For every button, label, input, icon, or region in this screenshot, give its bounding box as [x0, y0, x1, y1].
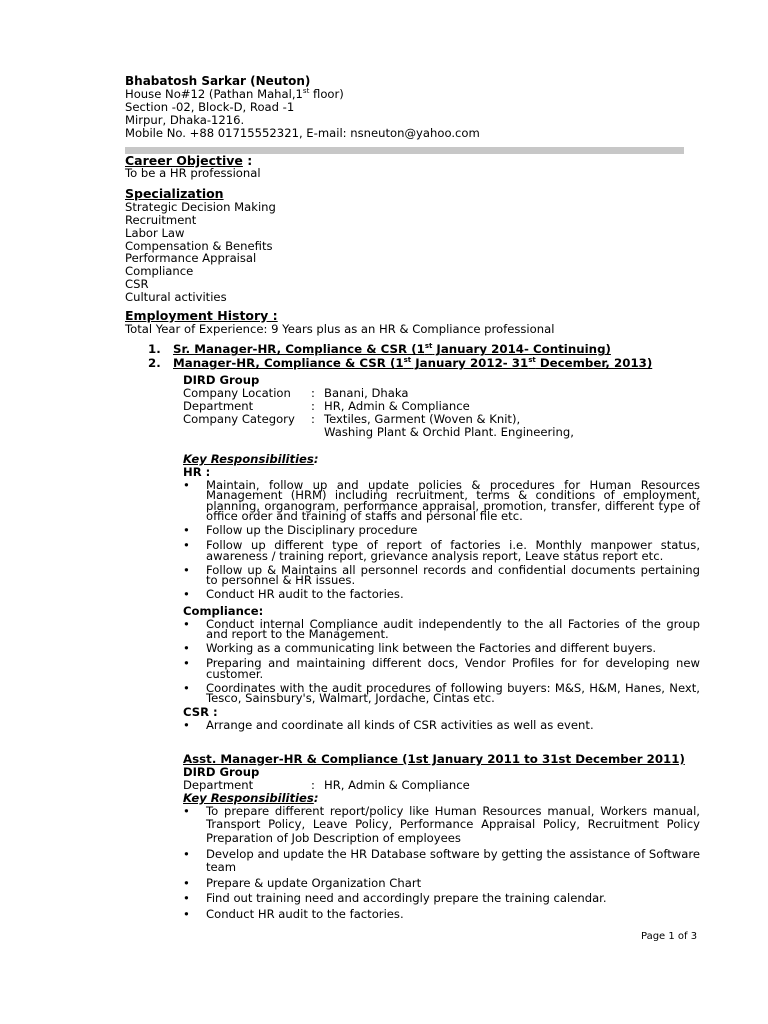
list-item: • Follow up different type of report of factories i.e. Monthly manpower status, awareness / training report, grievance analysis report, Leave status report etc. [183, 538, 700, 563]
list-item: Recruitment [125, 213, 197, 228]
list-item: • Develop and update the HR Database software by getting the assistance of Software team [183, 846, 700, 875]
list-item: • To prepare different report/policy like Human Resources manual, Workers manual, Transport Policy, Leave Policy, Performance Appraisal Policy, Recruitment Policy Preparation of Job Description of employees [183, 803, 700, 845]
list-item: Strategic Decision Making [125, 200, 276, 215]
experience-total: Total Year of Experience: 9 Years plus as an HR & Compliance professional [125, 321, 555, 336]
list-item: • Follow up & Maintains all personnel records and confidential documents pertaining to personnel & HR issues. [183, 562, 700, 588]
company-block: DIRD Group Company Location : Banani, Dhaka Department : HR, Admin & Compliance Company Category : Textiles, Garment (Woven & Knit), Washing Plant & Orchid Plant. Engineering, Key Responsibilities: HR : • Maintain, follow up and update policies & procedures for Human Resources Management (HRM) including recruitment, terms & conditions of employment, planning, organogram, performance appraisal, promotion, transfer, different type of office order and training of staffs and personal file etc. • Follow up the Disciplinary procedure • Follow up different type of report of factories i.e. Monthly manpower status, awareness / training report, grievance analysis report, Leave status report etc. • Follow up & Maintains all personnel records and confidential documents pertaining to personnel & HR issues. • Conduct HR audit to the factories. Compliance: • Conduct internal Compliance audit independently to the all Factories of the group and report to the Management. • Working as a communicating link between the Factories and different buyers. • Preparing and maintaining different docs, Vendor Profiles for for developing new customer. • Coordinates with the audit procedures of following buyers: M&S, H&M, Hanes, Next, Tesco, Sainsbury's, Walmart, Jordache, Cintas etc. CSR : • Arrange and coordinate all kinds of CSR activities as well as event. [183, 373, 700, 732]
detail-row: Department : HR, Admin & Compliance [183, 777, 470, 792]
position-item: 2. Manager-HR, Compliance & CSR (1st January 2012- 31st December, 2013) [148, 356, 653, 371]
specialization-section [125, 188, 700, 303]
career-objective-text: To be a HR professional [125, 166, 261, 181]
asst-responsibility-list [183, 805, 700, 921]
contact-line: Mobile No. +88 01715552321, E-mail: nsneuton@yahoo.com [125, 125, 480, 140]
hr-subhead: HR : [183, 464, 211, 479]
list-item: • Arrange and coordinate all kinds of CSR activities as well as event. [183, 718, 594, 732]
detail-row: Company Location : Banani, Dhaka [183, 386, 409, 401]
career-objective-title: Career Objective [125, 152, 243, 168]
specialization-list [125, 201, 700, 303]
list-item: Performance Appraisal [125, 251, 257, 266]
list-item: Compliance [125, 264, 194, 279]
list-item: • Conduct HR audit to the factories. [183, 906, 404, 921]
page-number: Page 1 of 3 [641, 931, 698, 942]
list-item: • Conduct HR audit to the factories. [183, 586, 404, 601]
list-item: CSR [125, 277, 149, 292]
company-name: DIRD Group [183, 373, 260, 388]
employment-section [125, 307, 700, 732]
list-item: • Coordinates with the audit procedures of following buyers: M&S, H&M, Hanes, Next, Tesco, Sainsbury's, Walmart, Jordache, Cintas etc. [183, 680, 700, 706]
key-responsibilities-title: Key Responsibilities [183, 451, 314, 466]
list-item: • Working as a communicating link between the Factories and different buyers. [183, 641, 657, 656]
csr-responsibility-list [183, 719, 700, 732]
contact-block [125, 75, 700, 140]
list-item: • Conduct internal Compliance audit independently to the all Factories of the group and report to the Management. [183, 616, 700, 642]
resume-page [125, 75, 700, 923]
list-item: Compensation & Benefits [125, 238, 273, 253]
company-name: DIRD Group [183, 764, 260, 779]
asst-manager-section: Asst. Manager-HR & Compliance (1st January 2011 to 31st December 2011) DIRD Group Department : HR, Admin & Compliance Key Responsibilities: • To prepare different report/policy like Human Resources manual, Workers manual, Transport Policy, Leave Policy, Performance Appraisal Policy, Recruitment Policy Preparation of Job Description of employees • Develop and update the HR Database software by getting the assistance of Software team • Prepare & update Organization Chart • Find out training need and accordingly prepare the training calendar. • Conduct HR audit to the factories. [183, 751, 700, 921]
key-responsibilities-title: Key Responsibilities [183, 790, 314, 805]
position-list [148, 343, 700, 370]
compliance-responsibility-list [183, 618, 700, 704]
career-objective-section: Career Objective : To be a HR professional [125, 155, 700, 181]
address-line-3: Mirpur, Dhaka-1216. [125, 112, 245, 127]
detail-row: Washing Plant & Orchid Plant. Engineering, [324, 425, 574, 440]
list-item: • Follow up the Disciplinary procedure [183, 522, 418, 537]
list-item: • Maintain, follow up and update policies & procedures for Human Resources Management (HRM) including recruitment, terms & conditions of employment, planning, organogram, performance appraisal, promotion, transfer, different type of office order and training of staffs and personal file etc. [183, 477, 700, 523]
address-line-1: House No#12 (Pathan Mahal,1st floor) [125, 86, 344, 101]
list-item: Labor Law [125, 225, 185, 240]
hr-responsibility-list [183, 479, 700, 601]
detail-row: Department : HR, Admin & Compliance [183, 399, 470, 414]
csr-subhead: CSR : [183, 705, 218, 720]
list-item: • Preparing and maintaining different docs, Vendor Profiles for for developing new customer. [183, 656, 700, 681]
compliance-subhead: Compliance: [183, 603, 264, 618]
list-item: • Find out training need and accordingly prepare the training calendar. [183, 891, 607, 906]
list-item: Cultural activities [125, 289, 227, 304]
specialization-title: Specialization [125, 186, 224, 202]
candidate-name: Bhabatosh Sarkar (Neuton) [125, 74, 311, 88]
address-line-2: Section -02, Block-D, Road -1 [125, 99, 295, 114]
detail-row: Company Category : Textiles, Garment (Woven & Knit), [183, 412, 521, 427]
asst-manager-title: Asst. Manager-HR & Compliance (1st January 2011 to 31st December 2011) [183, 751, 685, 766]
list-item: • Prepare & update Organization Chart [183, 876, 422, 891]
employment-title: Employment History : [125, 307, 278, 323]
position-item: 1. Sr. Manager-HR, Compliance & CSR (1st January 2014- Continuing) [148, 342, 611, 357]
